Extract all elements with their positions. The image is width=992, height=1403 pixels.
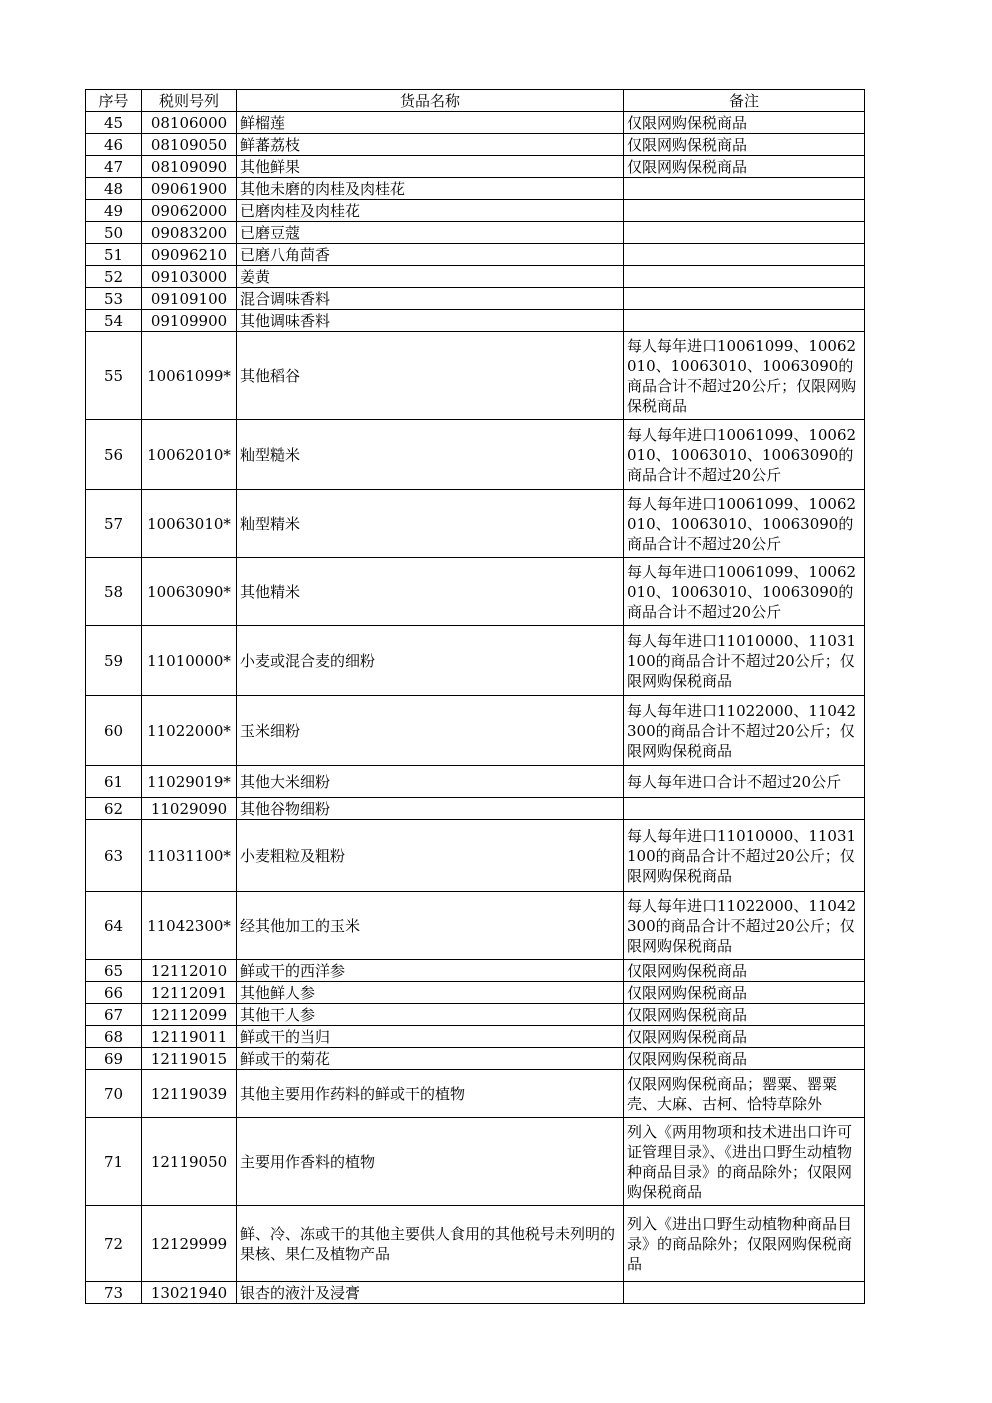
remarks-cell: 每人每年进口11022000、11042300的商品合计不超过20公斤；仅限网购保税商品: [624, 696, 865, 766]
goods-name-cell: 混合调味香料: [237, 288, 624, 310]
goods-name-cell: 鲜或干的西洋参: [237, 960, 624, 982]
remarks-cell: 每人每年进口11010000、11031100的商品合计不超过20公斤；仅限网购保税商品: [624, 626, 865, 696]
row-index-cell: 70: [86, 1070, 142, 1118]
remarks-cell: [624, 288, 865, 310]
row-index-cell: 64: [86, 892, 142, 960]
row-index-cell: 45: [86, 112, 142, 134]
tariff-code-cell: 10061099*: [142, 332, 237, 420]
table-row: [86, 332, 865, 420]
goods-name-cell: 小麦粗粒及粗粉: [237, 820, 624, 892]
goods-name-cell: 姜黄: [237, 266, 624, 288]
remarks-cell: 仅限网购保税商品: [624, 112, 865, 134]
table-row: [86, 1004, 865, 1026]
remarks-cell: 仅限网购保税商品: [624, 1026, 865, 1048]
goods-name-cell: 鲜或干的菊花: [237, 1048, 624, 1070]
tariff-code-cell: 12112010: [142, 960, 237, 982]
goods-name-cell: 其他稻谷: [237, 332, 624, 420]
goods-name-cell: 经其他加工的玉米: [237, 892, 624, 960]
table-row: [86, 288, 865, 310]
tariff-code-cell: 08109090: [142, 156, 237, 178]
tariff-code-cell: 09109900: [142, 310, 237, 332]
row-index-cell: 61: [86, 766, 142, 798]
table-row: [86, 420, 865, 490]
tariff-code-cell: 09109100: [142, 288, 237, 310]
remarks-cell: [624, 798, 865, 820]
header-tariff-code: 税则号列: [142, 90, 237, 112]
table-row: [86, 1282, 865, 1304]
tariff-code-cell: 09103000: [142, 266, 237, 288]
tariff-code-cell: 11042300*: [142, 892, 237, 960]
remarks-cell: 列入《进出口野生动植物种商品目录》的商品除外；仅限网购保税商品: [624, 1206, 865, 1282]
remarks-cell: 仅限网购保税商品: [624, 982, 865, 1004]
remarks-cell: 仅限网购保税商品；罂粟、罂粟壳、大麻、古柯、恰特草除外: [624, 1070, 865, 1118]
tariff-code-cell: 12112091: [142, 982, 237, 1004]
table-row: [86, 626, 865, 696]
row-index-cell: 71: [86, 1118, 142, 1206]
remarks-cell: 仅限网购保税商品: [624, 960, 865, 982]
table-header-row: [86, 90, 865, 112]
goods-name-cell: 鲜、冷、冻或干的其他主要供人食用的其他税号未列明的果核、果仁及植物产品: [237, 1206, 624, 1282]
remarks-cell: [624, 310, 865, 332]
goods-table: [85, 89, 865, 1304]
remarks-cell: 仅限网购保税商品: [624, 156, 865, 178]
row-index-cell: 73: [86, 1282, 142, 1304]
remarks-cell: 仅限网购保税商品: [624, 134, 865, 156]
remarks-cell: 每人每年进口合计不超过20公斤: [624, 766, 865, 798]
tariff-code-cell: 12119011: [142, 1026, 237, 1048]
row-index-cell: 51: [86, 244, 142, 266]
goods-name-cell: 其他鲜果: [237, 156, 624, 178]
row-index-cell: 52: [86, 266, 142, 288]
tariff-code-cell: 10063010*: [142, 490, 237, 558]
table-row: [86, 696, 865, 766]
row-index-cell: 58: [86, 558, 142, 626]
remarks-cell: 每人每年进口10061099、10062010、10063010、10063090的商品合计不超过20公斤: [624, 490, 865, 558]
goods-name-cell: 银杏的液汁及浸膏: [237, 1282, 624, 1304]
remarks-cell: 每人每年进口11022000、11042300的商品合计不超过20公斤；仅限网购保税商品: [624, 892, 865, 960]
remarks-cell: 仅限网购保税商品: [624, 1004, 865, 1026]
goods-name-cell: 已磨豆蔻: [237, 222, 624, 244]
table-row: [86, 156, 865, 178]
row-index-cell: 53: [86, 288, 142, 310]
tariff-code-cell: 12119050: [142, 1118, 237, 1206]
row-index-cell: 68: [86, 1026, 142, 1048]
row-index-cell: 54: [86, 310, 142, 332]
remarks-cell: [624, 244, 865, 266]
tariff-code-cell: 12129999: [142, 1206, 237, 1282]
row-index-cell: 65: [86, 960, 142, 982]
table-row: [86, 266, 865, 288]
table-row: [86, 134, 865, 156]
goods-name-cell: 其他干人参: [237, 1004, 624, 1026]
tariff-code-cell: 09096210: [142, 244, 237, 266]
table-row: [86, 960, 865, 982]
row-index-cell: 66: [86, 982, 142, 1004]
table-row: [86, 798, 865, 820]
goods-name-cell: 已磨肉桂及肉桂花: [237, 200, 624, 222]
tariff-code-cell: 11031100*: [142, 820, 237, 892]
table-row: [86, 820, 865, 892]
remarks-cell: 每人每年进口10061099、10062010、10063010、10063090的商品合计不超过20公斤；仅限网购保税商品: [624, 332, 865, 420]
tariff-code-cell: 11029019*: [142, 766, 237, 798]
row-index-cell: 62: [86, 798, 142, 820]
tariff-code-cell: 09061900: [142, 178, 237, 200]
goods-name-cell: 籼型糙米: [237, 420, 624, 490]
remarks-cell: 每人每年进口10061099、10062010、10063010、10063090的商品合计不超过20公斤: [624, 420, 865, 490]
tariff-code-cell: 12119015: [142, 1048, 237, 1070]
goods-name-cell: 鲜榴莲: [237, 112, 624, 134]
row-index-cell: 56: [86, 420, 142, 490]
table-row: [86, 244, 865, 266]
table-row: [86, 200, 865, 222]
table-row: [86, 178, 865, 200]
row-index-cell: 63: [86, 820, 142, 892]
remarks-cell: 每人每年进口10061099、10062010、10063010、10063090的商品合计不超过20公斤: [624, 558, 865, 626]
table-row: [86, 892, 865, 960]
goods-name-cell: 主要用作香料的植物: [237, 1118, 624, 1206]
tariff-code-cell: 11029090: [142, 798, 237, 820]
goods-name-cell: 其他精米: [237, 558, 624, 626]
row-index-cell: 59: [86, 626, 142, 696]
goods-name-cell: 籼型精米: [237, 490, 624, 558]
table-row: [86, 1048, 865, 1070]
table-row: [86, 558, 865, 626]
goods-name-cell: 其他未磨的肉桂及肉桂花: [237, 178, 624, 200]
row-index-cell: 50: [86, 222, 142, 244]
tariff-code-cell: 08106000: [142, 112, 237, 134]
row-index-cell: 72: [86, 1206, 142, 1282]
tariff-code-cell: 13021940: [142, 1282, 237, 1304]
row-index-cell: 48: [86, 178, 142, 200]
table-row: [86, 310, 865, 332]
goods-name-cell: 其他鲜人参: [237, 982, 624, 1004]
table-row: [86, 1070, 865, 1118]
table-body: [86, 112, 865, 1304]
tariff-code-cell: 09083200: [142, 222, 237, 244]
tariff-code-cell: 10062010*: [142, 420, 237, 490]
table-row: [86, 222, 865, 244]
table-row: [86, 112, 865, 134]
remarks-cell: 列入《两用物项和技术进出口许可证管理目录》、《进出口野生动植物种商品目录》的商品除外；仅限网购保税商品: [624, 1118, 865, 1206]
table-row: [86, 1118, 865, 1206]
goods-name-cell: 已磨八角茴香: [237, 244, 624, 266]
goods-name-cell: 其他大米细粉: [237, 766, 624, 798]
header-goods-name: 货品名称: [237, 90, 624, 112]
goods-name-cell: 鲜或干的当归: [237, 1026, 624, 1048]
header-remarks: 备注: [624, 90, 865, 112]
row-index-cell: 55: [86, 332, 142, 420]
goods-name-cell: 其他主要用作药料的鲜或干的植物: [237, 1070, 624, 1118]
row-index-cell: 47: [86, 156, 142, 178]
remarks-cell: [624, 222, 865, 244]
remarks-cell: [624, 178, 865, 200]
remarks-cell: [624, 266, 865, 288]
tariff-code-cell: 09062000: [142, 200, 237, 222]
goods-name-cell: 玉米细粉: [237, 696, 624, 766]
remarks-cell: 每人每年进口11010000、11031100的商品合计不超过20公斤；仅限网购保税商品: [624, 820, 865, 892]
tariff-code-cell: 11022000*: [142, 696, 237, 766]
remarks-cell: [624, 200, 865, 222]
tariff-code-cell: 11010000*: [142, 626, 237, 696]
table-row: [86, 766, 865, 798]
table-row: [86, 982, 865, 1004]
tariff-code-cell: 12119039: [142, 1070, 237, 1118]
row-index-cell: 46: [86, 134, 142, 156]
tariff-code-cell: 10063090*: [142, 558, 237, 626]
goods-name-cell: 小麦或混合麦的细粉: [237, 626, 624, 696]
row-index-cell: 60: [86, 696, 142, 766]
row-index-cell: 49: [86, 200, 142, 222]
header-index: 序号: [86, 90, 142, 112]
table-row: [86, 1026, 865, 1048]
remarks-cell: 仅限网购保税商品: [624, 1048, 865, 1070]
goods-name-cell: 鲜蕃荔枝: [237, 134, 624, 156]
row-index-cell: 67: [86, 1004, 142, 1026]
tariff-code-cell: 12112099: [142, 1004, 237, 1026]
table-row: [86, 490, 865, 558]
remarks-cell: [624, 1282, 865, 1304]
table-row: [86, 1206, 865, 1282]
row-index-cell: 57: [86, 490, 142, 558]
goods-name-cell: 其他调味香料: [237, 310, 624, 332]
goods-name-cell: 其他谷物细粉: [237, 798, 624, 820]
tariff-code-cell: 08109050: [142, 134, 237, 156]
row-index-cell: 69: [86, 1048, 142, 1070]
